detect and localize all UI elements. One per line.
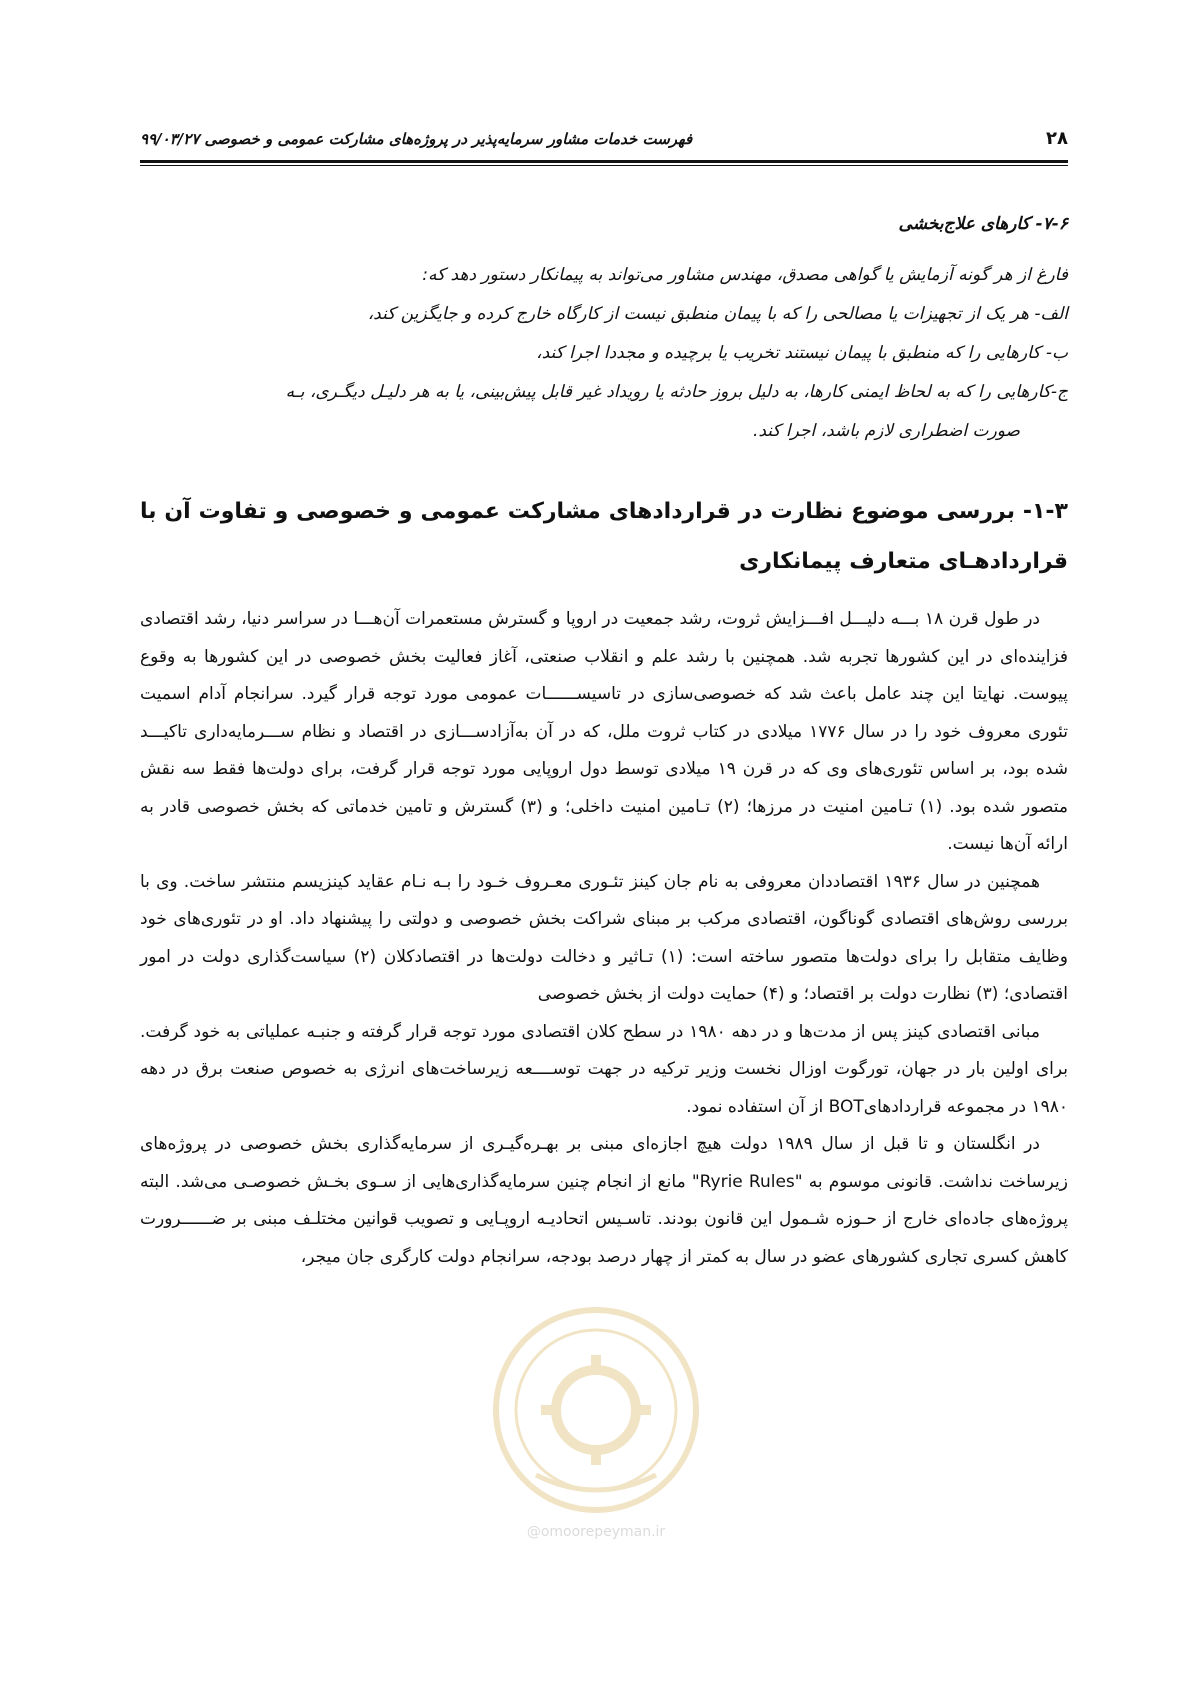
- remedial-item-a: الف- هر یک از تجهیزات یا مصالحی را که با پیمان منطبق نیست از کارگاه خارج کرده و جایگزین کند،: [367, 304, 1068, 324]
- watermark-url: @omoorepeyman.ir: [526, 1524, 666, 1540]
- watermark-seal-icon: [446, 1300, 746, 1520]
- watermark-logo: [446, 1300, 746, 1540]
- subsection-heading: ۷-۶- کارهای علاج‌بخشی: [898, 214, 1068, 234]
- remedial-item-c: ج-کارهایی را که به لحاظ ایمنی کارها، به دلیل بروز حادثه یا رویداد غیر قابل پیش‌بینی، یا به هر دلیـل دیگـری، بـه: [285, 382, 1068, 402]
- page-number: ۲۸: [1046, 128, 1068, 149]
- remedial-item-b: ب- کارهایی را که منطبق با پیمان نیستند تخریب یا برچیده و مجددا اجرا کند،: [536, 343, 1068, 363]
- body-paragraph: در طول قرن ۱۸ بـــه دلیـــل افـــزایش ثروت، رشد جمعیت در اروپا و گسترش مستعمرات آن‌هـــا در سراسر دنیا، رشد اقتصادی فزاینده‌ای در این کشورها تجربه شد. همچنین با رشد علم و انقلاب صنعتی، آغاز فعالیت بخش خصوصی در این کشورها به وقوع پیوست. نهایتا این چند عامل باعث شد که خصوصی‌سازی در تاسیســــــات عمومی مورد توجه قرار گیرد. سرانجام آدام اسمیت تئوری معروف خود را در سال ۱۷۷۶ میلادی در کتاب ثروت ملل، که در آن به‌آزادســـازی در اقتصاد و نظام ســـرمایه‌داری تاکیـــد شده بود، بر اساس تئوری‌های وی که در قرن ۱۹ میلادی توسط دول اروپایی مورد توجه قرار گرفت، برای دولت‌ها فقط سه نقش متصور شده بود. (۱) تـامین امنیت در مرزها؛ (۲) تـامین امنیت داخلی؛ و (۳) گسترش و تامین خدماتی که بخش خصوصی قادر به ارائه آن‌ها نیست.: [140, 609, 1068, 854]
- running-header-title: فهرست خدمات مشاور سرمایه‌پذیر در پروژه‌های مشارکت عمومی و خصوصی ۹۹/۰۳/۲۷: [140, 130, 693, 148]
- body-paragraph: در انگلستان و تا قبل از سال ۱۹۸۹ دولت هیچ اجازه‌ای مبنی بر بهـره‌گیـری از سرمایه‌گذاری بخش خصوصی در پروژه‌های زیرساخت نداشت. قانونی موسوم به "Ryrie Rules" مانع از انجام چنین سرمایه‌گذاری‌هایی از سـوی بخـش خصوصـی می‌شد. البته پروژه‌های جاده‌ای خارج از حـوزه شـمول این قانون بودند. تاسـیس اتحادیـه اروپـایی و تصویب قوانین مختلـف مبنی بر ضــــــرورت کاهش کسری تجاری کشورهای عضو در سال به کمتر از چهار درصد بودجه، سرانجام دولت کارگری جان میجر،: [140, 1134, 1068, 1267]
- section-heading: ۱-۳- بررسی موضوع نظارت در قراردادهای مشارکت عمومی و خصوصی و تفاوت آن با قراردادهـای متعارف پیمانکاری: [140, 499, 1068, 574]
- remedial-work-list: [140, 256, 1068, 451]
- section-body: [140, 601, 1068, 1276]
- remedial-intro: فارغ از هر گونه آزمایش یا گواهی مصدق، مهندس مشاور می‌تواند به پیمانکار دستور دهد که:: [422, 265, 1068, 285]
- body-paragraph: همچنین در سال ۱۹۳۶ اقتصاددان معروفی به نام جان کینز تئـوری معـروف خـود را بـه نـام عقاید کینزیسم منتشر ساخت. وی با بررسی روش‌های اقتصادی گوناگون، اقتصادی مرکب بر مبنای شراکت بخش خصوصی و دولتی را پیشنهاد داد. او در تئوری‌های خود وظایف متقابل را برای دولت‌ها متصور ساخته است: (۱) تـاثیر و دخالت دولت‌ها در اقتصادکلان (۲) سیاست‌گذاری دولت در امور اقتصادی؛ (۳) نظارت دولت بر اقتصاد؛ و (۴) حمایت دولت از بخش خصوصی: [140, 871, 1068, 1004]
- header-rule-thin: [140, 165, 1068, 166]
- page-content: [140, 210, 1068, 1276]
- body-paragraph: مبانی اقتصادی کینز پس از مدت‌ها و در دهه ۱۹۸۰ در سطح کلان اقتصادی مورد توجه قرار گرفته و جنبـه عملیاتی به خود گرفت. برای اولین بار در جهان، تورگوت اوزال نخست وزیر ترکیه در جهت توســــعه زیرساخت‌های انرژی به خصوص صنعت برق در دهه ۱۹۸۰ در مجموعه قراردادهایBOT از آن استفاده نمود.: [140, 1021, 1068, 1117]
- header-rule-thick: [140, 160, 1068, 163]
- remedial-item-c-continued: صورت اضطراری لازم باشد، اجرا کند.: [752, 421, 1020, 441]
- page-header: [140, 120, 1068, 160]
